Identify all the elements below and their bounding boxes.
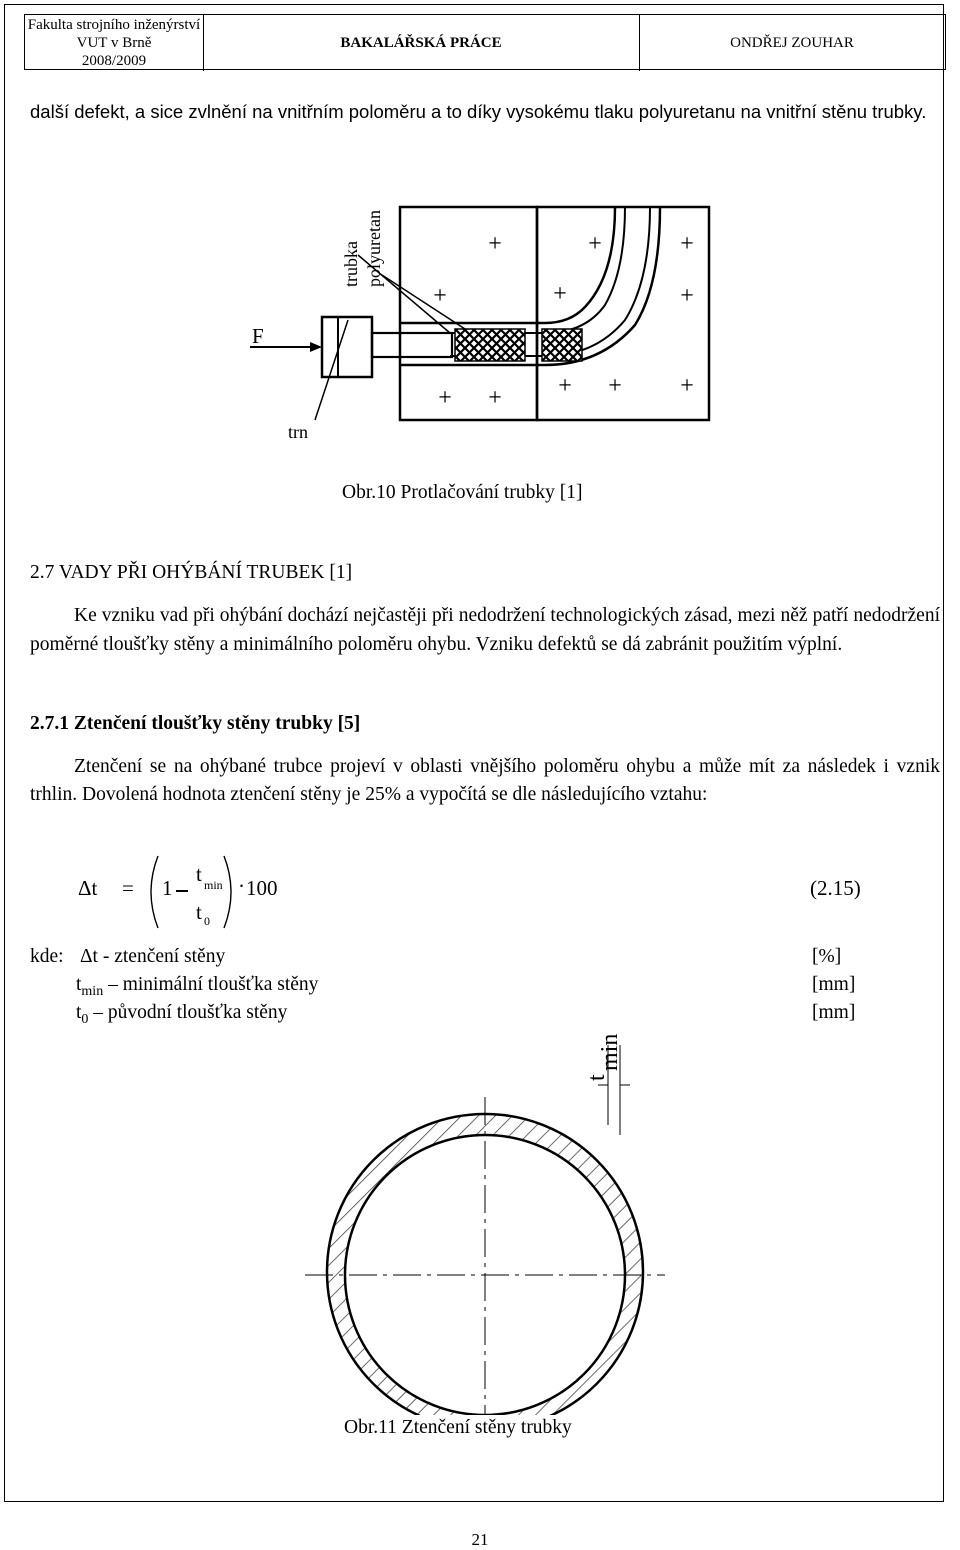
svg-text:+: + [433, 283, 447, 309]
mandrel-rod [372, 333, 452, 357]
label-trn: trn [288, 422, 308, 442]
label-trubka: trubka [341, 241, 361, 287]
intro-paragraph: další defekt, a sice zvlnění na vnitřním poloměru a to díky vysokému tlaku polyuretanu na vnitřní stěnu trubky. [30, 101, 927, 122]
eq-left-paren [142, 854, 162, 930]
header-doc-type: BAKALÁŘSKÁ PRÁCE [203, 15, 640, 71]
svg-text:+: + [608, 373, 622, 399]
header-faculty-line3: 2008/2009 [81, 53, 147, 69]
svg-text:+: + [680, 373, 694, 399]
legend-row-3-symbol: t [76, 1002, 82, 1023]
label-tmin: t [584, 1074, 610, 1081]
eq-num: t [196, 862, 202, 886]
polyurethane-fill-left [455, 329, 525, 361]
legend-row-1-symbol: Δt [80, 946, 98, 967]
eq-hundred: 100 [246, 876, 278, 900]
eq-den: t [196, 900, 202, 924]
header-faculty-line1: Fakulta strojního inženýrství [27, 17, 201, 33]
svg-text:+: + [553, 281, 567, 307]
eq-right-paren [220, 854, 240, 930]
legend-row-2 [76, 974, 318, 1000]
svg-text:+: + [488, 385, 502, 411]
legend-row-1 [80, 946, 225, 968]
legend-row-2-sub: min [81, 983, 104, 999]
eq-times: · [238, 874, 245, 898]
eq-number: (2.15) [810, 876, 861, 900]
legend-row-2-desc: – minimální tloušťka stěny [103, 974, 319, 995]
svg-text:+: + [588, 231, 602, 257]
die-left-block [400, 207, 537, 420]
polyurethane-fill-right [542, 329, 582, 361]
svg-text:+: + [680, 283, 694, 309]
eq-den-sub: 0 [204, 914, 210, 928]
header-author: ONDŘEJ ZOUHAR [730, 34, 854, 51]
svg-text:+: + [558, 373, 572, 399]
legend-kde: kde: [30, 946, 64, 967]
eq-one: 1 [162, 876, 173, 900]
legend-row-1-desc: - ztenčení stěny [97, 946, 226, 967]
header-faculty [25, 15, 204, 71]
legend-row-1-unit: [%] [812, 946, 842, 967]
eq-num-sub: min [204, 878, 223, 892]
svg-text:+: + [680, 231, 694, 257]
section-2-7-1-heading: 2.7.1 Ztenčení tloušťky stěny trubky [5] [30, 713, 361, 734]
figure-11-diagram [280, 1025, 680, 1415]
label-tmin-sub: min [597, 1033, 623, 1071]
eq-equals: = [122, 876, 134, 900]
figure-11-caption: Obr.11 Ztenčení stěny trubky [344, 1417, 572, 1438]
legend-row-3 [76, 1002, 287, 1028]
eq-lhs: Δt [78, 876, 98, 900]
figure-10-caption: Obr.10 Protlačování trubky [1] [342, 482, 583, 503]
section-2-7-paragraph: Ke vzniku vad při ohýbání dochází nejčastěji při nedodržení technologických zásad, mezi něž patří nedodržení poměrné tloušťky stěny a minimálního poloměru ohybu. Vzniku defektů se dá zabránit použitím výplní. [30, 605, 940, 655]
legend-row-2-symbol: t [76, 974, 82, 995]
equation-2-15 [30, 852, 910, 932]
label-polyuretan: polyuretan [364, 210, 384, 287]
legend-row-2-unit: [mm] [812, 974, 856, 995]
legend-row-3-desc: – původní tloušťka stěny [88, 1002, 288, 1023]
section-2-7-1-paragraph: Ztenčení se na ohýbané trubce projeví v oblasti vnějšího poloměru ohybu a může mít za následek i vznik trhlin. Dovolená hodnota ztenčení stěny je 25% a vypočítá se dle následujícího vztahu: [30, 756, 940, 805]
header-faculty-line2: VUT v Brně [76, 35, 152, 51]
figure-10-diagram [240, 195, 720, 450]
svg-text:+: + [438, 385, 452, 411]
legend-row-3-unit: [mm] [812, 1002, 856, 1023]
page-header [24, 14, 946, 70]
svg-text:+: + [488, 231, 502, 257]
label-force-F: F [252, 324, 264, 348]
page-number: 21 [471, 1530, 489, 1549]
mandrel-head [322, 317, 372, 377]
legend-row-3-sub: 0 [81, 1011, 89, 1027]
section-2-7-heading: 2.7 VADY PŘI OHÝBÁNÍ TRUBEK [1] [30, 562, 353, 583]
eq-minus [176, 890, 188, 892]
